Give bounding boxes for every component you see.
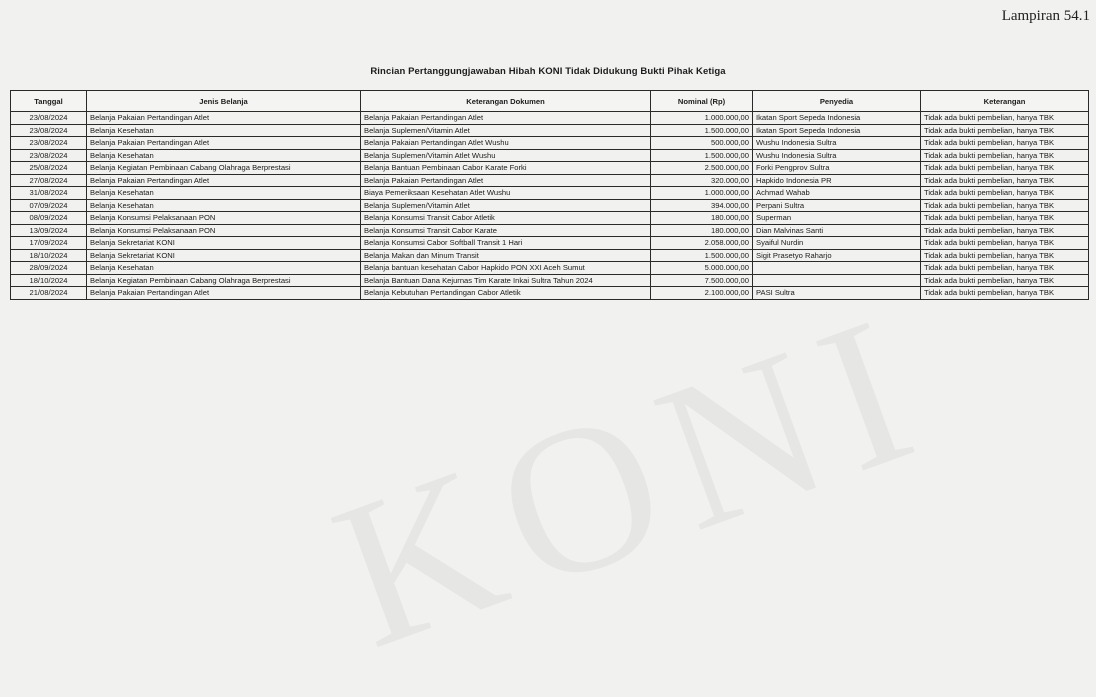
cell-nominal: 500.000,00 <box>651 137 753 150</box>
cell-jenis-belanja: Belanja Pakaian Pertandingan Atlet <box>87 112 361 125</box>
column-header-tanggal: Tanggal <box>11 91 87 112</box>
cell-penyedia: Forki Pengprov Sultra <box>753 162 921 175</box>
table-row <box>11 174 1089 187</box>
cell-jenis-belanja: Belanja Konsumsi Pelaksanaan PON <box>87 224 361 237</box>
table-row <box>11 224 1089 237</box>
cell-tanggal: 23/08/2024 <box>11 124 87 137</box>
cell-keterangan-dokumen: Belanja Makan dan Minum Transit <box>361 249 651 262</box>
cell-tanggal: 08/09/2024 <box>11 212 87 225</box>
cell-keterangan-dokumen: Belanja Konsumsi Transit Cabor Atletik <box>361 212 651 225</box>
cell-nominal: 180.000,00 <box>651 224 753 237</box>
cell-keterangan-dokumen: Belanja Suplemen/Vitamin Atlet <box>361 124 651 137</box>
cell-penyedia: Wushu Indonesia Sultra <box>753 137 921 150</box>
cell-penyedia: Hapkido Indonesia PR <box>753 174 921 187</box>
cell-nominal: 394.000,00 <box>651 199 753 212</box>
cell-keterangan-dokumen: Belanja Suplemen/Vitamin Atlet Wushu <box>361 149 651 162</box>
table-body <box>11 112 1089 300</box>
cell-tanggal: 25/08/2024 <box>11 162 87 175</box>
cell-nominal: 1.000.000,00 <box>651 112 753 125</box>
cell-jenis-belanja: Belanja Kesehatan <box>87 262 361 275</box>
cell-tanggal: 23/08/2024 <box>11 137 87 150</box>
column-header-keterangan-dokumen: Keterangan Dokumen <box>361 91 651 112</box>
cell-jenis-belanja: Belanja Pakaian Pertandingan Atlet <box>87 174 361 187</box>
cell-keterangan: Tidak ada bukti pembelian, hanya TBK <box>921 199 1089 212</box>
table-row <box>11 149 1089 162</box>
cell-keterangan: Tidak ada bukti pembelian, hanya TBK <box>921 262 1089 275</box>
cell-keterangan: Tidak ada bukti pembelian, hanya TBK <box>921 237 1089 250</box>
cell-keterangan: Tidak ada bukti pembelian, hanya TBK <box>921 224 1089 237</box>
cell-penyedia: Superman <box>753 212 921 225</box>
watermark <box>307 264 958 697</box>
cell-keterangan-dokumen: Biaya Pemeriksaan Kesehatan Atlet Wushu <box>361 187 651 200</box>
cell-keterangan-dokumen: Belanja Kebutuhan Pertandingan Cabor Atletik <box>361 287 651 300</box>
cell-penyedia <box>753 262 921 275</box>
cell-jenis-belanja: Belanja Kesehatan <box>87 124 361 137</box>
table-row <box>11 199 1089 212</box>
cell-keterangan-dokumen: Belanja Pakaian Pertandingan Atlet Wushu <box>361 137 651 150</box>
cell-keterangan-dokumen: Belanja Pakaian Pertandingan Atlet <box>361 112 651 125</box>
cell-keterangan: Tidak ada bukti pembelian, hanya TBK <box>921 124 1089 137</box>
cell-keterangan: Tidak ada bukti pembelian, hanya TBK <box>921 274 1089 287</box>
cell-keterangan-dokumen: Belanja Pakaian Pertandingan Atlet <box>361 174 651 187</box>
cell-jenis-belanja: Belanja Kegiatan Pembinaan Cabang Olahraga Berprestasi <box>87 162 361 175</box>
cell-tanggal: 18/10/2024 <box>11 274 87 287</box>
cell-nominal: 5.000.000,00 <box>651 262 753 275</box>
cell-nominal: 7.500.000,00 <box>651 274 753 287</box>
cell-jenis-belanja: Belanja Pakaian Pertandingan Atlet <box>87 287 361 300</box>
cell-nominal: 2.500.000,00 <box>651 162 753 175</box>
cell-tanggal: 27/08/2024 <box>11 174 87 187</box>
cell-penyedia: Dian Malvinas Santi <box>753 224 921 237</box>
cell-jenis-belanja: Belanja Kesehatan <box>87 149 361 162</box>
column-header-keterangan: Keterangan <box>921 91 1089 112</box>
table-row <box>11 274 1089 287</box>
cell-jenis-belanja: Belanja Konsumsi Pelaksanaan PON <box>87 212 361 225</box>
cell-keterangan-dokumen: Belanja Konsumsi Cabor Softball Transit 1 Hari <box>361 237 651 250</box>
document-title: Rincian Pertanggungjawaban Hibah KONI Tidak Didukung Bukti Pihak Ketiga <box>370 66 726 77</box>
cell-keterangan: Tidak ada bukti pembelian, hanya TBK <box>921 149 1089 162</box>
column-header-nominal: Nominal (Rp) <box>651 91 753 112</box>
table-row <box>11 237 1089 250</box>
column-header-jenis-belanja: Jenis Belanja <box>87 91 361 112</box>
cell-tanggal: 13/09/2024 <box>11 224 87 237</box>
cell-keterangan-dokumen: Belanja Suplemen/Vitamin Atlet <box>361 199 651 212</box>
cell-keterangan-dokumen: Belanja Bantuan Pembinaan Cabor Karate Forki <box>361 162 651 175</box>
cell-nominal: 2.058.000,00 <box>651 237 753 250</box>
cell-jenis-belanja: Belanja Kesehatan <box>87 199 361 212</box>
table-container <box>10 90 1088 300</box>
cell-penyedia: Achmad Wahab <box>753 187 921 200</box>
cell-tanggal: 31/08/2024 <box>11 187 87 200</box>
cell-tanggal: 07/09/2024 <box>11 199 87 212</box>
table-header-row <box>11 91 1089 112</box>
cell-nominal: 1.500.000,00 <box>651 249 753 262</box>
cell-jenis-belanja: Belanja Kegiatan Pembinaan Cabang Olahraga Berprestasi <box>87 274 361 287</box>
cell-keterangan: Tidak ada bukti pembelian, hanya TBK <box>921 249 1089 262</box>
cell-tanggal: 17/09/2024 <box>11 237 87 250</box>
table-row <box>11 262 1089 275</box>
cell-tanggal: 28/09/2024 <box>11 262 87 275</box>
cell-penyedia: Syaiful Nurdin <box>753 237 921 250</box>
cell-penyedia: Perpani Sultra <box>753 199 921 212</box>
table-row <box>11 162 1089 175</box>
page-label: Lampiran 54.1 <box>1001 8 1090 24</box>
table-row <box>11 287 1089 300</box>
table-row <box>11 137 1089 150</box>
cell-keterangan: Tidak ada bukti pembelian, hanya TBK <box>921 174 1089 187</box>
cell-tanggal: 21/08/2024 <box>11 287 87 300</box>
cell-nominal: 2.100.000,00 <box>651 287 753 300</box>
cell-penyedia: Ikatan Sport Sepeda Indonesia <box>753 124 921 137</box>
table-row <box>11 112 1089 125</box>
cell-keterangan: Tidak ada bukti pembelian, hanya TBK <box>921 187 1089 200</box>
cell-tanggal: 18/10/2024 <box>11 249 87 262</box>
cell-jenis-belanja: Belanja Sekretariat KONI <box>87 249 361 262</box>
cell-nominal: 180.000,00 <box>651 212 753 225</box>
cell-keterangan: Tidak ada bukti pembelian, hanya TBK <box>921 162 1089 175</box>
cell-penyedia: Wushu Indonesia Sultra <box>753 149 921 162</box>
cell-nominal: 1.500.000,00 <box>651 124 753 137</box>
table-row <box>11 249 1089 262</box>
cell-jenis-belanja: Belanja Pakaian Pertandingan Atlet <box>87 137 361 150</box>
cell-jenis-belanja: Belanja Kesehatan <box>87 187 361 200</box>
table-row <box>11 212 1089 225</box>
cell-keterangan: Tidak ada bukti pembelian, hanya TBK <box>921 287 1089 300</box>
details-table <box>10 90 1089 300</box>
cell-penyedia: Sigit Prasetyo Raharjo <box>753 249 921 262</box>
table-row <box>11 124 1089 137</box>
cell-keterangan: Tidak ada bukti pembelian, hanya TBK <box>921 137 1089 150</box>
cell-keterangan: Tidak ada bukti pembelian, hanya TBK <box>921 212 1089 225</box>
cell-nominal: 1.000.000,00 <box>651 187 753 200</box>
cell-penyedia <box>753 274 921 287</box>
cell-penyedia: Ikatan Sport Sepeda Indonesia <box>753 112 921 125</box>
cell-keterangan-dokumen: Belanja Konsumsi Transit Cabor Karate <box>361 224 651 237</box>
column-header-penyedia: Penyedia <box>753 91 921 112</box>
cell-keterangan-dokumen: Belanja bantuan kesehatan Cabor Hapkido PON XXI Aceh Sumut <box>361 262 651 275</box>
cell-tanggal: 23/08/2024 <box>11 149 87 162</box>
cell-nominal: 320.000,00 <box>651 174 753 187</box>
cell-nominal: 1.500.000,00 <box>651 149 753 162</box>
cell-keterangan: Tidak ada bukti pembelian, hanya TBK <box>921 112 1089 125</box>
cell-penyedia: PASI Sultra <box>753 287 921 300</box>
table-row <box>11 187 1089 200</box>
cell-keterangan-dokumen: Belanja Bantuan Dana Kejurnas Tim Karate Inkai Sultra Tahun 2024 <box>361 274 651 287</box>
cell-jenis-belanja: Belanja Sekretariat KONI <box>87 237 361 250</box>
cell-tanggal: 23/08/2024 <box>11 112 87 125</box>
